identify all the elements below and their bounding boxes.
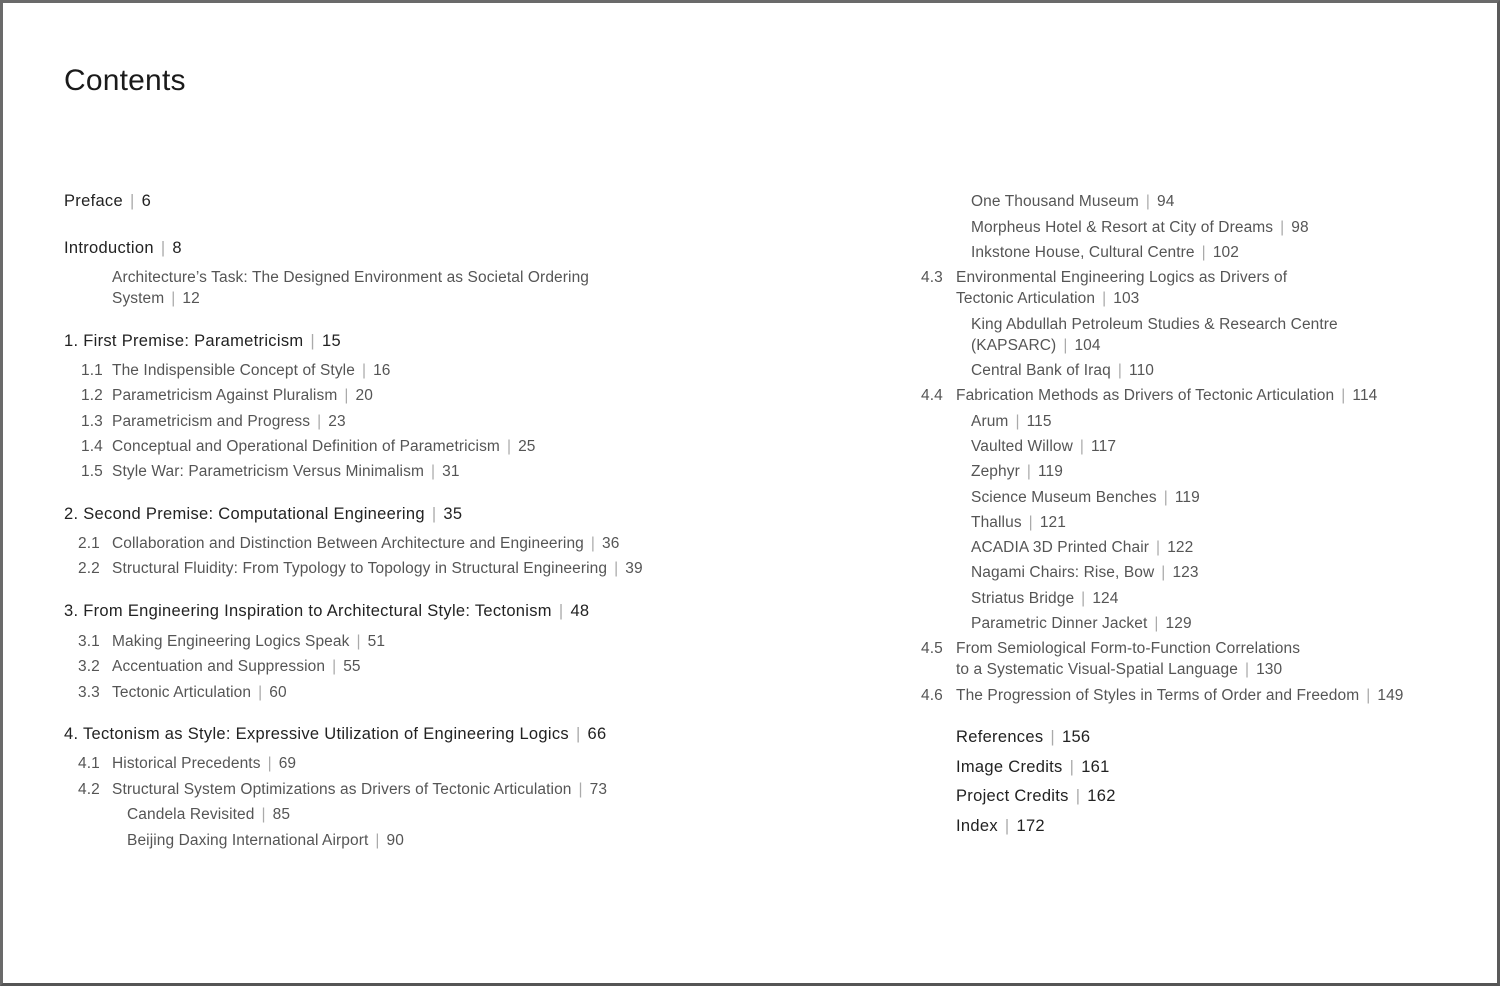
page-number: 117 [1091,438,1117,455]
section-number: 3.2 [78,658,100,675]
page-number: 124 [1092,590,1119,607]
page-number: 123 [1172,564,1199,581]
separator: | [1154,615,1159,632]
separator: | [361,362,367,379]
toc-entry[interactable] [78,533,620,554]
entry-title: Making Engineering Logics Speak [112,633,350,650]
entry-title: Arum [971,413,1009,430]
page-number: 121 [1039,514,1066,531]
separator: | [317,413,322,430]
entry-title: Zephyr [971,463,1020,480]
entry-title: Structural Fluidity: From Typology to Topology in Structural Engineering [112,560,608,577]
page-number: 66 [587,725,607,743]
separator: | [258,684,263,701]
toc-entry[interactable] [971,537,1193,558]
page-number: 156 [1061,728,1091,746]
section-number: 2.2 [78,560,100,577]
toc-entry[interactable] [64,191,151,212]
section-number: 3.3 [78,684,100,701]
entry-title-line: Architecture’s Task: The Designed Environment as Societal Ordering [112,269,590,286]
page-number: 104 [1074,337,1101,354]
entry-title-line: Environmental Engineering Logics as Drivers of [956,269,1288,286]
toc-entry[interactable] [81,360,391,381]
separator: | [1201,244,1206,261]
page-number: 51 [367,633,386,650]
section-number: 1.2 [81,387,103,404]
separator: | [160,239,166,257]
toc-entry[interactable] [78,779,608,800]
section-number: 1.5 [81,463,103,480]
separator: | [310,332,316,350]
separator: | [1280,219,1285,236]
page-number: 119 [1037,463,1063,480]
toc-entry[interactable] [971,562,1199,583]
separator: | [575,725,581,743]
page-number: 16 [373,362,391,379]
entry-title: Parametricism and Progress [112,413,311,430]
page-number: 39 [625,560,643,577]
entry-title-line: King Abdullah Petroleum Studies & Research Centre [971,316,1338,333]
separator: | [1063,337,1068,354]
entry-title: Candela Revisited [127,806,255,823]
separator: | [558,602,564,620]
entry-title: Image Credits [956,758,1063,776]
separator: | [1028,514,1033,531]
page-number: 110 [1129,362,1155,379]
toc-entry[interactable] [971,613,1192,634]
separator: | [1366,687,1371,704]
entry-title: One Thousand Museum [971,193,1139,210]
page-number: 98 [1291,219,1309,236]
toc-entry[interactable] [971,461,1063,482]
entry-title: Science Museum Benches [971,489,1157,506]
separator: | [267,755,272,772]
page-number: 55 [343,658,361,675]
separator: | [1050,728,1055,746]
toc-entry[interactable] [64,504,462,525]
separator: | [1081,590,1086,607]
entry-title: Thallus [971,514,1022,531]
entry-title: The Indispensible Concept of Style [112,362,355,379]
entry-title: 4. Tectonism as Style: Expressive Utilization of Engineering Logics [64,725,569,743]
page-number: 102 [1212,244,1239,261]
toc-entry[interactable] [78,656,361,677]
separator: | [506,438,512,455]
section-number: 1.1 [81,362,103,379]
page-number: 25 [518,438,536,455]
separator: | [578,781,583,798]
entry-title: 2. Second Premise: Computational Engineering [64,505,425,523]
separator: | [1244,661,1250,678]
toc-entry[interactable] [971,191,1175,212]
entry-title: ACADIA 3D Printed Chair [971,539,1150,556]
toc-entry[interactable] [78,558,643,579]
toc-entry[interactable] [81,385,373,406]
toc-entry[interactable] [921,638,1301,680]
entry-title: Introduction [64,239,154,257]
entry-title: Style War: Parametricism Versus Minimalism [112,463,424,480]
entry-title: Preface [64,192,123,210]
separator: | [344,387,349,404]
entry-title-line: (KAPSARC) | 104 [971,337,1101,354]
page-number: 94 [1157,193,1175,210]
toc-entry[interactable] [971,487,1200,508]
page-number: 122 [1167,539,1194,556]
entry-title: Nagami Chairs: Rise, Bow [971,564,1155,581]
page-number: 85 [272,806,291,823]
separator: | [129,192,135,210]
section-number: 3.1 [78,633,100,650]
entry-title-line: From Semiological Form-to-Function Correlations [956,640,1301,657]
toc-entry[interactable] [971,314,1338,356]
entry-title: 1. First Premise: Parametricism [64,332,304,350]
page-number: 12 [182,290,200,307]
entry-title: Fabrication Methods as Drivers of Tectonic Articulation [956,387,1335,404]
toc-entry[interactable] [64,724,607,745]
separator: | [431,505,437,523]
page-number: 48 [570,602,590,620]
toc-entry[interactable] [971,588,1118,609]
separator: | [332,658,337,675]
entry-title: The Progression of Styles in Terms of Order and Freedom [956,687,1360,704]
section-number: 4.1 [78,755,100,772]
page-number: 162 [1087,787,1116,805]
entry-title-line: Tectonic Articulation | 103 [956,290,1140,307]
section-number: 4.6 [921,687,943,704]
separator: | [1075,787,1081,805]
entry-title: Morpheus Hotel & Resort at City of Dreams [971,219,1274,236]
page-number: 130 [1256,661,1283,678]
toc-entry[interactable] [64,331,341,352]
page-number: 103 [1113,290,1140,307]
toc-entry[interactable] [956,786,1116,807]
toc-entry[interactable] [78,631,386,652]
entry-title: Parametricism Against Pluralism [112,387,338,404]
page-number: 172 [1016,817,1045,835]
separator: | [614,560,619,577]
page-number: 36 [602,535,620,552]
toc-entry[interactable] [971,360,1154,381]
separator: | [1161,564,1166,581]
separator: | [356,633,361,650]
separator: | [1079,438,1085,455]
entry-title: Central Bank of Iraq [971,362,1111,379]
entry-title: Striatus Bridge [971,590,1075,607]
page-number: 8 [172,239,182,257]
toc-entry[interactable] [971,512,1066,533]
toc-entry[interactable] [127,830,404,851]
separator: | [1117,362,1122,379]
toc-entry[interactable] [921,267,1288,309]
separator: | [261,806,266,823]
toc-entry[interactable] [81,436,536,457]
section-number: 4.4 [921,387,943,404]
page-number: 6 [141,192,152,210]
section-number: 4.2 [78,781,100,798]
entry-title: Structural System Optimizations as Drivers of Tectonic Articulation [112,781,572,798]
page-number: 119 [1174,489,1200,506]
separator: | [1026,463,1031,480]
entry-title: Project Credits [956,787,1069,805]
separator: | [1341,387,1346,404]
page-number: 60 [269,684,287,701]
separator: | [171,290,176,307]
toc-entry[interactable] [81,461,460,482]
toc-entry[interactable] [921,685,1404,706]
separator: | [1015,413,1020,430]
page-number: 73 [589,781,608,798]
toc-entry[interactable] [971,411,1052,432]
section-number: 2.1 [78,535,100,552]
separator: | [1004,817,1010,835]
entry-title: Parametric Dinner Jacket [971,615,1148,632]
toc-entry[interactable] [127,804,290,825]
section-number: 1.3 [81,413,103,430]
page-number: 15 [322,332,341,350]
entry-title: Inkstone House, Cultural Centre [971,244,1195,261]
entry-title-line: to a Systematic Visual-Spatial Language | 130 [956,661,1283,678]
separator: | [1102,290,1107,307]
toc-entry[interactable] [81,411,346,432]
entry-title: Index [956,817,998,835]
toc-entry[interactable] [64,238,182,259]
page-number: 23 [328,413,346,430]
page-number: 35 [443,505,463,523]
separator: | [1156,539,1161,556]
section-number: 1.4 [81,438,103,455]
toc-entry[interactable] [971,242,1239,263]
toc-entry[interactable] [64,601,589,622]
entry-title-line: System | 12 [112,290,200,307]
toc-entry[interactable] [78,753,297,774]
section-number: 4.5 [921,640,943,657]
toc-entry[interactable] [78,682,287,703]
toc-entry[interactable] [956,816,1045,837]
entry-title: Tectonic Articulation [112,684,252,701]
toc-entry[interactable] [112,267,589,309]
entry-title: Beijing Daxing International Airport [127,832,369,849]
entry-title: Vaulted Willow [971,438,1073,455]
page-number: 114 [1352,387,1378,404]
page-number: 90 [386,832,404,849]
page-title: Contents [64,64,186,97]
section-number: 4.3 [921,269,943,286]
separator: | [1069,758,1075,776]
page-number: 31 [442,463,460,480]
toc-entry[interactable] [956,727,1090,748]
entry-title: Collaboration and Distinction Between Architecture and Engineering [112,535,584,552]
page-number: 129 [1165,615,1192,632]
separator: | [1145,193,1151,210]
page-number: 115 [1026,413,1052,430]
entry-title: Accentuation and Suppression [112,658,326,675]
entry-title: Historical Precedents [112,755,261,772]
entry-title: References [956,728,1044,746]
page-number: 161 [1081,758,1110,776]
separator: | [590,535,596,552]
page-number: 20 [355,387,373,404]
separator: | [375,832,380,849]
page-number: 69 [278,755,297,772]
toc-entry[interactable] [956,757,1110,778]
separator: | [430,463,436,480]
entry-title: Conceptual and Operational Definition of Parametricism [112,438,500,455]
page-number: 149 [1377,687,1404,704]
toc-entry[interactable] [971,436,1116,457]
separator: | [1163,489,1168,506]
toc-entry[interactable] [921,385,1378,406]
toc-entry[interactable] [971,217,1309,238]
entry-title: 3. From Engineering Inspiration to Architectural Style: Tectonism [64,602,552,620]
